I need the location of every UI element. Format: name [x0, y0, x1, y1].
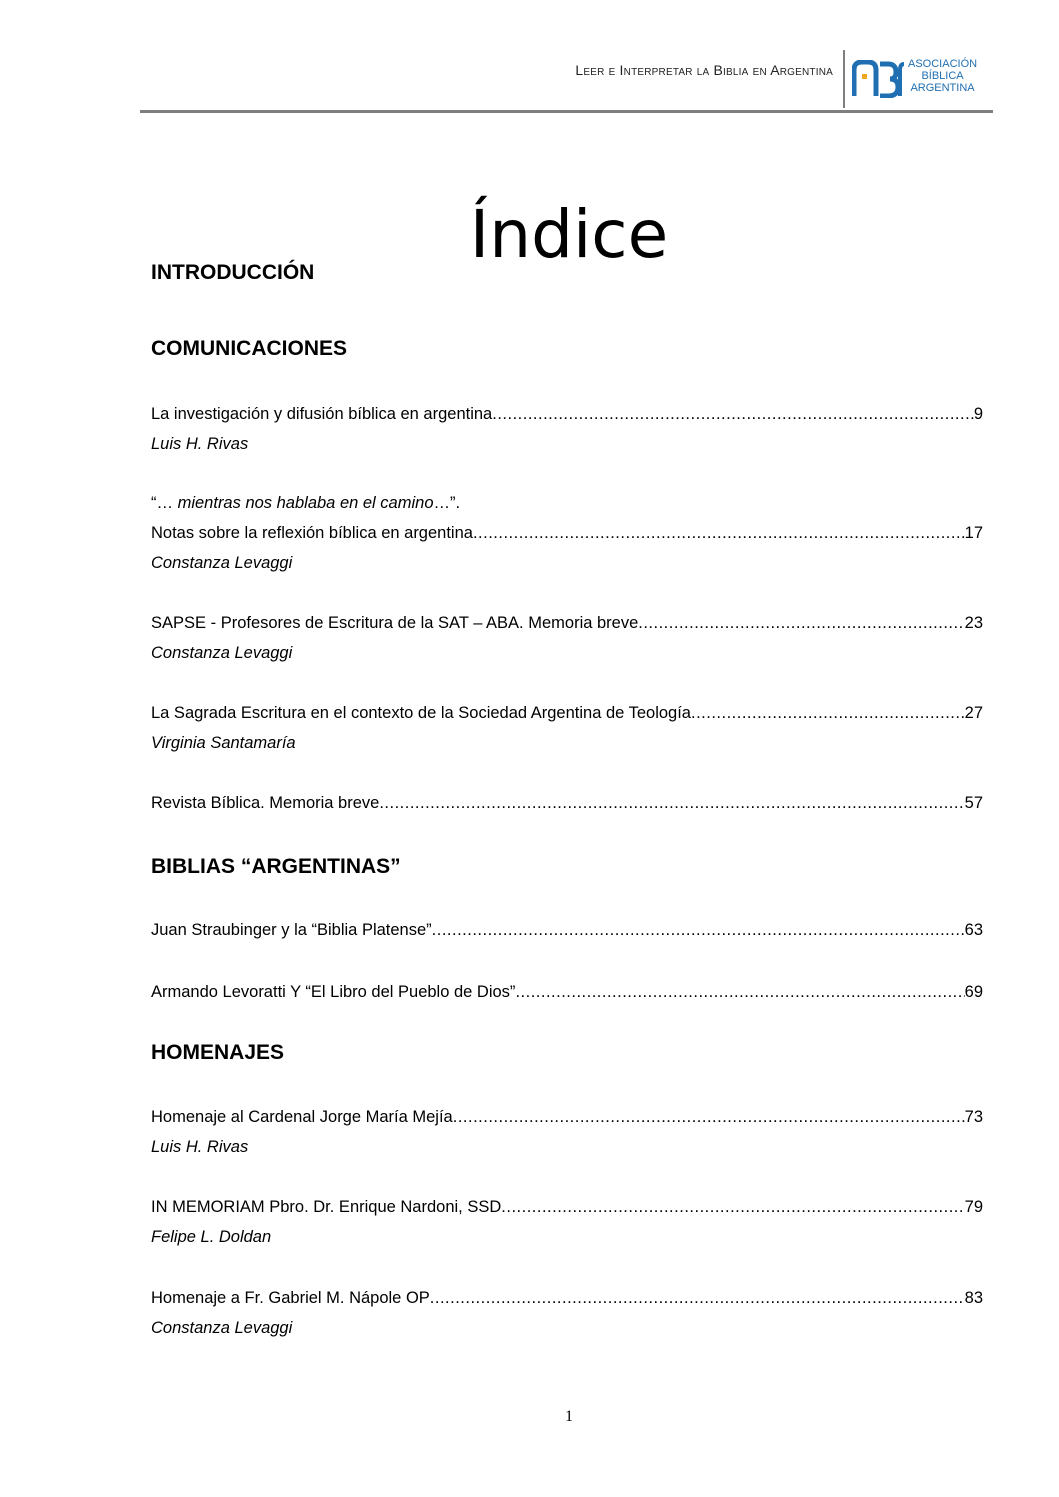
toc-entry	[151, 608, 983, 668]
section-title-homenajes: HOMENAJES	[151, 1041, 285, 1064]
toc-entry-title: Homenaje a Fr. Gabriel M. Nápole OP	[151, 1289, 430, 1307]
toc-entry-page: 57	[964, 794, 983, 812]
header-divider	[843, 50, 845, 108]
toc-entry-title: La Sagrada Escritura en el contexto de la Sociedad Argentina de Teología	[151, 704, 691, 722]
dot-leader	[473, 518, 965, 548]
toc-entry-page: 27	[964, 704, 983, 722]
dot-leader	[691, 698, 965, 728]
subtitle-italic: mientras nos hablaba en el camino	[177, 494, 434, 512]
dot-leader	[492, 399, 974, 429]
toc-entry-title: Juan Straubinger y la “Biblia Platense”	[151, 921, 432, 939]
toc-entry	[151, 698, 983, 758]
dot-leader	[453, 1102, 965, 1132]
toc-entry-page: 79	[964, 1198, 983, 1216]
toc-entry-page: 23	[964, 614, 983, 632]
toc-entry-title: Notas sobre la reflexión bíblica en argentina	[151, 524, 473, 542]
toc-entry	[151, 1192, 983, 1252]
section-title-introduccion: INTRODUCCIÓN	[151, 261, 315, 284]
aba-logo	[852, 56, 982, 102]
toc-entry	[151, 915, 983, 945]
dot-leader	[432, 915, 965, 945]
toc-entry-title: Revista Bíblica. Memoria breve	[151, 794, 380, 812]
toc-entry-title: SAPSE - Profesores de Escritura de la SAT – ABA. Memoria breve	[151, 614, 639, 632]
dot-leader	[430, 1283, 965, 1313]
dot-leader	[638, 608, 964, 638]
toc-entry-page: 69	[964, 983, 983, 1001]
toc-entry-page: 73	[964, 1108, 983, 1126]
toc-entry	[151, 1102, 983, 1162]
section-title-biblias: BIBLIAS “ARGENTINAS”	[151, 855, 401, 878]
toc-entry	[151, 788, 983, 818]
logo-line-2: BÍBLICA	[921, 70, 964, 82]
toc-entry-author: Luis H. Rivas	[151, 1138, 249, 1156]
dot-leader	[379, 788, 964, 818]
toc-entry-subtitle	[151, 488, 983, 518]
logo-line-1: ASOCIACIÓN	[908, 58, 978, 70]
toc-entry	[151, 1283, 983, 1343]
toc-entry	[151, 399, 983, 459]
toc-entry	[151, 977, 983, 1007]
toc-entry-author: Luis H. Rivas	[151, 435, 249, 453]
dot-leader	[515, 977, 964, 1007]
toc-entry-page: 9	[973, 405, 983, 423]
page-title: Índice	[469, 196, 669, 274]
running-header-title: Leer e Interpretar la Biblia en Argentina	[575, 62, 833, 78]
toc-entry-title: Homenaje al Cardenal Jorge María Mejía	[151, 1108, 453, 1126]
logo-line-3: ARGENTINA	[910, 82, 975, 94]
page-number: 1	[565, 1408, 573, 1425]
toc-entry-author: Felipe L. Doldan	[151, 1228, 272, 1246]
toc-entry-title: Armando Levoratti Y “El Libro del Pueblo de Dios”	[151, 983, 516, 1001]
toc-entry-author: Constanza Levaggi	[151, 1319, 293, 1337]
toc-entry-author: Constanza Levaggi	[151, 554, 293, 572]
toc-entry	[151, 488, 983, 578]
toc-entry-page: 17	[964, 524, 983, 542]
toc-entry-title: IN MEMORIAM Pbro. Dr. Enrique Nardoni, SSD	[151, 1198, 502, 1216]
subtitle-close-quote: …”.	[433, 494, 461, 512]
toc-entry-author: Constanza Levaggi	[151, 644, 293, 662]
toc-entry-page: 83	[964, 1289, 983, 1307]
dot-leader	[501, 1192, 964, 1222]
aba-logo-text	[908, 58, 977, 94]
toc-entry-title: La investigación y difusión bíblica en argentina	[151, 405, 493, 423]
toc-entry-author: Virginia Santamaría	[151, 734, 296, 752]
aba-logo-mark-icon	[852, 60, 906, 98]
toc-entry-page: 63	[964, 921, 983, 939]
subtitle-open-quote: “…	[151, 494, 178, 512]
section-title-comunicaciones: COMUNICACIONES	[151, 337, 348, 360]
running-header	[140, 48, 993, 113]
